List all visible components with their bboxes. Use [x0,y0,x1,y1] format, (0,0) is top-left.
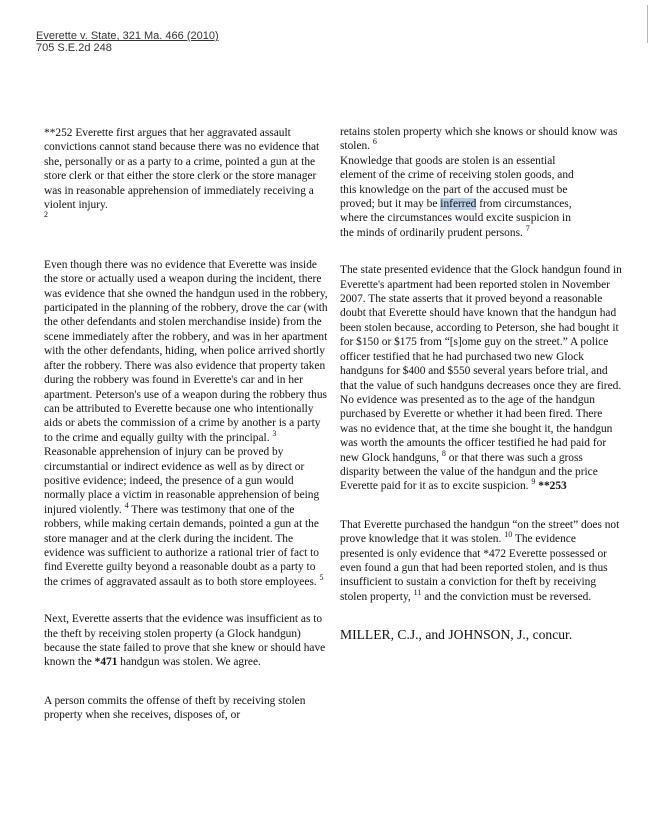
footnote-9[interactable]: 9 [531,477,536,487]
star-page-253: **253 [538,480,567,493]
paragraph-aggravated-assault-argument: **252 Everette first argues that her aggravated assault convictions cannot stand because there was no evidence that she, personally or as a party to a crime, pointed a gun at the store clerk or that either the store clerk or the store manager was in reasonable apprehension of immediately receiving a violent injury. $^2$ [44,127,320,220]
paragraph-retains-stolen-property: retains stolen property which she knows or should know was stolen. $^6$ [340,126,618,153]
footnote-6[interactable]: 6 [372,137,377,147]
footnote-8[interactable]: 8 [441,448,446,458]
paragraph-state-evidence-glock: The state presented evidence that the Glock handgun found in Everette's apartment had been reported stolen in November 2007. The state asserts that it proved beyond a reasonable doubt that Everette should have known that the handgun had been stolen because, according to Peterson, she had bought it for $150 or $175 from “[s]ome guy on the street.” A police officer testified that he had purchased two new Glock handguns for $400 and $550 several years before trial, and that the value of such handguns decreases once they are fired. No evidence was presented as to the age of the handgun purchased by Everette or whether it had been fired. There was no evidence that, at the time she bought it, the handgun was worth the amounts the officer testified he had paid for new Glock handguns, $^8$ or that there was such a gross disparity between the value of the handgun and the price Everette paid for it as to excite suspicion. $^9$ **253 [340,264,622,493]
footnote-3[interactable]: 3 [272,428,277,438]
footnote-7[interactable]: 7 [525,224,530,234]
footnote-4[interactable]: 4 [124,500,129,510]
block-quote-knowledge: Knowledge that goods are stolen is an essential element of the crime of receiving stolen goods, and this knowledge on the part of the accused must be proved; but it may be inferred from circumstances, where the circumstances would excite suspicion in the minds of ordinarily prudent persons. $^7$ [340,154,574,239]
footnote-2[interactable]: 2 [44,210,48,220]
star-page-471: *471 [94,656,118,669]
paragraph-theft-by-receiving: Next, Everette asserts that the evidence was insufficient as to the theft by receiving stolen property (a Glock handgun) because the state failed to prove that she knew or should have known the *471 handgun was stolen. We agree. [44,613,326,669]
paragraph-offense-definition: A person commits the offense of theft by receiving stolen property when she receives, disposes of, or [44,694,306,722]
reporter-citation: 705 S.E.2d 248 [36,42,112,54]
paragraph-evidence-party-to-crime: Even though there was no evidence that Everette was inside the store or actually used a weapon during the incident, there was evidence that she owned the handgun used in the robbery, participated in the planning of the robbery, drove the car (with the other defendants and stolen merchandise inside) from the scene immediately after the robbery, and was in her apartment with the other defendants, hiding, when police arrived shortly after the robbery. There was also evidence that property taken during the robbery was found in Everette's car and in her apartment. Peterson's use of a weapon during the robbery thus can be attributed to Everette because one who intentionally aids or abets the commission of a crime by another is a party to the crime and equally guilty with the principal. $^3$ Reasonable apprehension of injury can be proved by circumstantial or indirect evidence as well as by direct or positive evidence; indeed, the presence of a gun would normally place a victim in reasonable apprehension of being injured violently. $^4$ There was testimony that one of the robbers, while making certain demands, pointed a gun at the store manager and at the clerk during the incident. The evidence was sufficient to authorize a rational trier of fact to find Everette guilty beyond a reasonable doubt as a party to the crimes of aggravated assault as to both store employees. $^5$ [44,258,328,588]
document-header [36,30,219,54]
highlighted-word[interactable]: inferred [440,198,477,211]
case-citation-link[interactable]: Everette v. State, 321 Ma. 466 (2010) [36,30,219,42]
left-column [44,126,330,723]
footnote-5[interactable]: 5 [319,572,324,582]
footnote-10[interactable]: 10 [504,530,513,540]
concurrence-line: MILLER, C.J., and JOHNSON, J., concur. [340,627,573,643]
paragraph-on-the-street: That Everette purchased the handgun “on the street” does not prove knowledge that it was stolen. $^{10}$ The evidence presented is only evidence that *472 Everette possessed or even found a gun that had been reported stolen, and is thus insufficient to sustain a conviction for theft by receiving stolen property, $^{11}$ and the conviction must be reversed. [340,518,620,603]
right-column [340,125,622,643]
scrollbar[interactable] [647,5,648,43]
footnote-11[interactable]: 11 [413,587,422,597]
